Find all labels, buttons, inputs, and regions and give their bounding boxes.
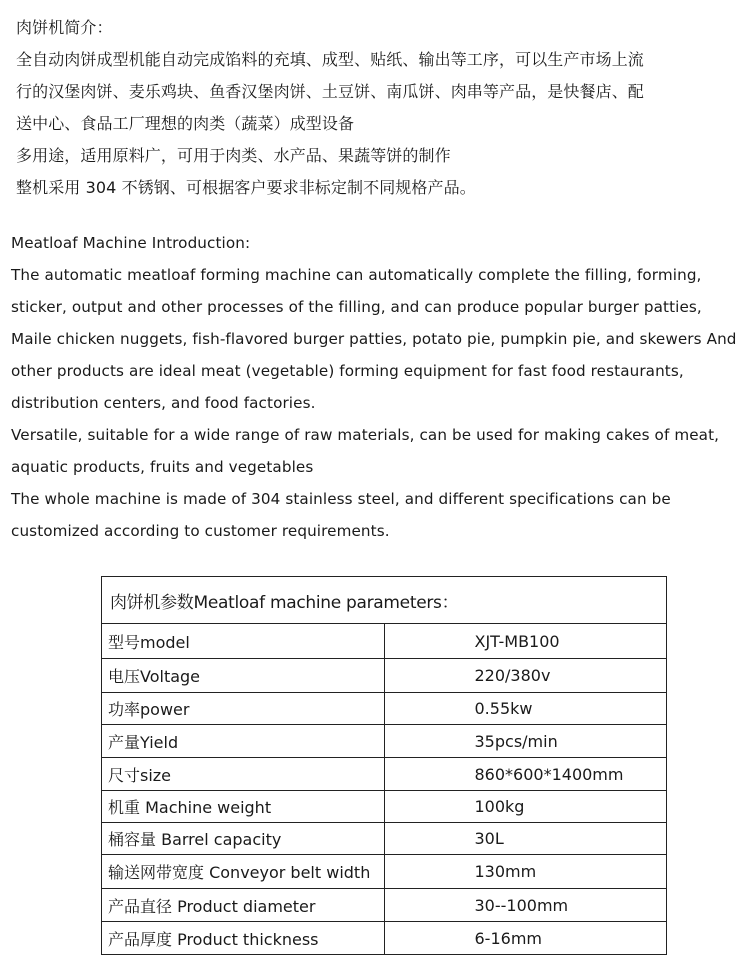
param-label: 产品直径 Product diameter xyxy=(102,889,385,922)
table-row xyxy=(102,725,667,758)
intro-cn-line: 全自动肉饼成型机能自动完成馅料的充填、成型、贴纸、输出等工序，可以生产市场上流 xyxy=(16,50,644,69)
param-value: 100kg xyxy=(384,791,667,823)
table-row xyxy=(102,823,667,855)
intro-en-line: The whole machine is made of 304 stainless steel, and different specifications can be xyxy=(11,490,671,508)
intro-en-line: other products are ideal meat (vegetable) forming equipment for fast food restaurants, xyxy=(11,362,684,380)
intro-cn-line: 多用途，适用原料广，可用于肉类、水产品、果蔬等饼的制作 xyxy=(16,146,451,165)
intro-en-line: distribution centers, and food factories. xyxy=(11,394,316,412)
intro-cn-line: 送中心、食品工厂理想的肉类（蔬菜）成型设备 xyxy=(16,114,355,133)
param-value: 30L xyxy=(384,823,667,855)
table-title-row xyxy=(102,577,667,624)
param-value: 0.55kw xyxy=(384,693,667,725)
intro-en-line: Maile chicken nuggets, fish-flavored burger patties, potato pie, pumpkin pie, and skewers And xyxy=(11,330,737,348)
table-title: 肉饼机参数Meatloaf machine parameters： xyxy=(102,577,667,624)
table-row xyxy=(102,624,667,659)
param-label: 桶容量 Barrel capacity xyxy=(102,823,385,855)
intro-en-line: Versatile, suitable for a wide range of raw materials, can be used for making cakes of meat, xyxy=(11,426,720,444)
intro-cn-line: 行的汉堡肉饼、麦乐鸡块、鱼香汉堡肉饼、土豆饼、南瓜饼、肉串等产品，是快餐店、配 xyxy=(16,82,644,101)
parameters-table xyxy=(101,576,667,955)
param-label: 型号model xyxy=(102,624,385,659)
param-value: 30--100mm xyxy=(384,889,667,922)
table-row xyxy=(102,889,667,922)
param-value: 860*600*1400mm xyxy=(384,758,667,791)
param-label: 机重 Machine weight xyxy=(102,791,385,823)
param-label: 尺寸size xyxy=(102,758,385,791)
param-value: 6-16mm xyxy=(384,922,667,955)
table-row xyxy=(102,855,667,889)
param-value: 130mm xyxy=(384,855,667,889)
intro-en-line: The automatic meatloaf forming machine can automatically complete the filling, forming, xyxy=(11,266,702,284)
param-label: 产品厚度 Product thickness xyxy=(102,922,385,955)
param-label: 功率power xyxy=(102,693,385,725)
param-label: 产量Yield xyxy=(102,725,385,758)
param-value: XJT-MB100 xyxy=(384,624,667,659)
table-row xyxy=(102,791,667,823)
table-row xyxy=(102,693,667,725)
intro-en-heading: Meatloaf Machine Introduction: xyxy=(11,234,251,252)
param-value: 35pcs/min xyxy=(384,725,667,758)
intro-en-line: aquatic products, fruits and vegetables xyxy=(11,458,314,476)
table-row xyxy=(102,659,667,693)
param-value: 220/380v xyxy=(384,659,667,693)
intro-en-line: sticker, output and other processes of the filling, and can produce popular burger patties, xyxy=(11,298,702,316)
param-label: 电压Voltage xyxy=(102,659,385,693)
table-row xyxy=(102,758,667,791)
intro-cn-line: 整机采用 304 不锈钢、可根据客户要求非标定制不同规格产品。 xyxy=(16,178,476,197)
param-label: 输送网带宽度 Conveyor belt width xyxy=(102,855,385,889)
intro-cn-heading: 肉饼机简介： xyxy=(16,18,113,37)
intro-en-line: customized according to customer requirements. xyxy=(11,522,390,540)
table-row xyxy=(102,922,667,955)
